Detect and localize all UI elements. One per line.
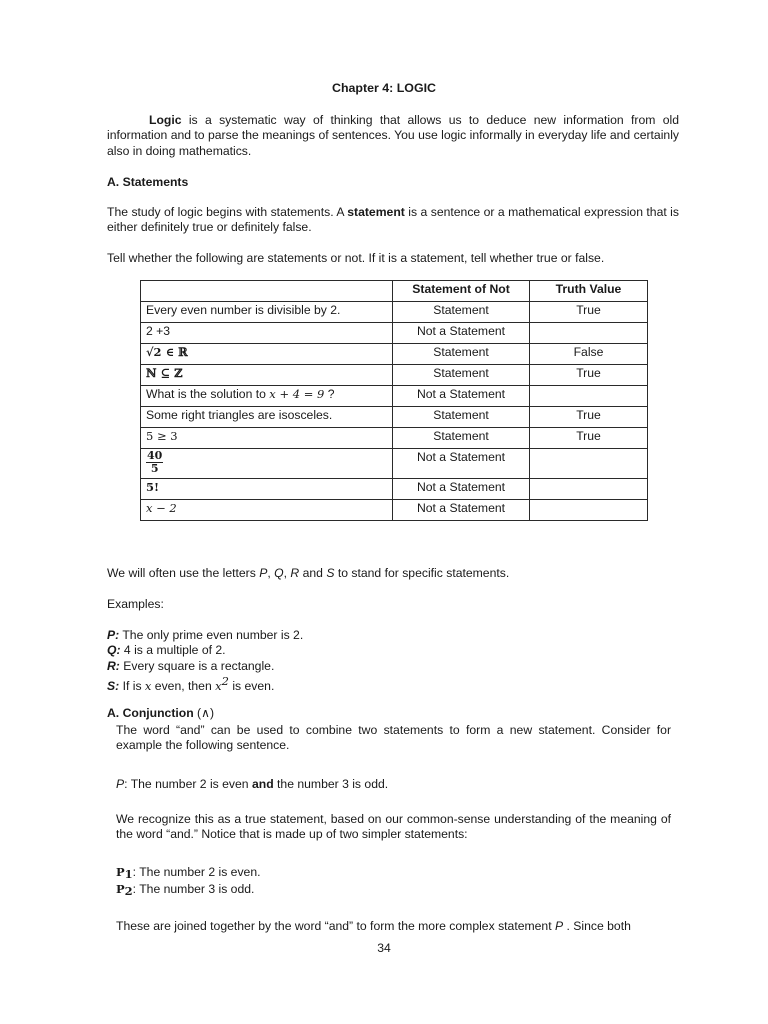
table-row: [141, 365, 648, 386]
row-kind: Statement: [393, 428, 530, 449]
example-label: P:: [107, 628, 120, 642]
example-item: [107, 628, 679, 643]
example-variable: x: [215, 679, 222, 694]
example-item: [107, 674, 679, 694]
conjunction-symbol: (∧): [193, 706, 215, 720]
definition-text-before: The study of logic begins with statements. A: [107, 205, 348, 219]
definition-text-after: is a sentence or a mathematical expression that is either definitely true or definitely false.: [107, 205, 679, 235]
row-item: ℕ ⊆ ℤ: [141, 365, 393, 386]
examples-list: [107, 628, 679, 695]
letters-paragraph: [107, 566, 679, 581]
component-text: : The number 3 is odd.: [132, 882, 255, 897]
chapter-title: Chapter 4: LOGIC: [332, 81, 436, 95]
row-kind: Not a Statement: [393, 323, 530, 344]
page-number: 34: [377, 941, 391, 955]
row-truth: True: [530, 365, 648, 386]
row-truth: False: [530, 344, 648, 365]
table-row: [141, 500, 648, 521]
example-label: R:: [107, 658, 120, 673]
row-truth: True: [530, 407, 648, 428]
table-row: [141, 428, 648, 449]
conjunction-example-text-end: the number 3 is odd.: [273, 777, 389, 791]
row-truth: [530, 449, 648, 479]
example-variable: x: [144, 679, 152, 694]
table-row: [141, 323, 648, 344]
row-item-text-end: ?: [324, 387, 335, 401]
intro-paragraph: [107, 113, 679, 159]
header-statement-of-not: Statement of Not: [393, 281, 530, 302]
letters-text-before: We will often use the letters: [107, 566, 260, 580]
definition-term: statement: [347, 205, 405, 219]
row-item: 5!: [141, 479, 393, 500]
row-kind: Not a Statement: [393, 479, 530, 500]
example-text: is even.: [228, 679, 275, 694]
conjunction-paragraph-1: The word “and” can be used to combine two statements to form a new statement. Consider for example the following sentence.: [116, 723, 671, 753]
example-item: [107, 643, 679, 658]
letter-r: R: [290, 566, 300, 580]
example-label: S:: [107, 679, 120, 694]
letters-and: and: [299, 566, 327, 580]
row-truth: [530, 386, 648, 407]
conjunction-paragraph-3: [116, 919, 671, 934]
example-text: 4 is a multiple of 2.: [120, 643, 226, 658]
letters-text-after: to stand for specific statements.: [334, 566, 510, 580]
row-truth: [530, 500, 648, 521]
fraction: [146, 450, 163, 475]
section-heading-conjunction: [107, 706, 679, 721]
table-row: [141, 302, 648, 323]
letter-p: P: [259, 566, 268, 580]
example-exponent: 2: [221, 674, 229, 689]
fraction-denominator: 5: [150, 462, 159, 475]
conjunction-p3-variable: P: [554, 919, 564, 933]
conjunction-example-and: and: [251, 777, 274, 791]
example-text: The only prime even number is 2.: [119, 628, 304, 642]
letters-sep: ,: [267, 566, 275, 580]
statements-table: [140, 280, 648, 521]
table-row: [141, 479, 648, 500]
example-label: Q:: [107, 643, 121, 658]
row-item: Some right triangles are isosceles.: [141, 407, 393, 428]
table-header-row: [141, 281, 648, 302]
intro-text: is a systematic way of thinking that allows us to deduce new information from old information and to parse the meanings of sentences. You use logic informally in everyday life and certainly also in doing mathematics.: [107, 113, 679, 158]
row-truth: [530, 479, 648, 500]
component-p1: [116, 865, 671, 882]
table-row: [141, 386, 648, 407]
conjunction-components: [116, 865, 671, 900]
row-kind: Statement: [393, 302, 530, 323]
conjunction-paragraph-2: We recognize this as a true statement, based on our common-sense understanding of the meaning of the word “and.” Notice that is made up of two simpler statements:: [116, 812, 671, 842]
section-heading-statements: A. Statements: [107, 175, 189, 189]
row-item: 2 +3: [141, 323, 393, 344]
row-truth: [530, 323, 648, 344]
component-text: : The number 2 is even.: [132, 865, 261, 879]
component-p2: [116, 882, 671, 899]
example-item: [107, 659, 679, 674]
row-kind: Not a Statement: [393, 500, 530, 521]
example-text: If is: [119, 679, 145, 694]
component-label: P: [116, 882, 125, 897]
row-kind: Not a Statement: [393, 386, 530, 407]
row-kind: Statement: [393, 407, 530, 428]
letter-q: Q: [274, 566, 284, 580]
letter-s: S: [326, 566, 335, 580]
conjunction-example: [116, 777, 671, 792]
row-item-text: What is the solution to: [146, 387, 270, 401]
conjunction-example-label: P: [116, 777, 125, 791]
row-truth: True: [530, 428, 648, 449]
row-item: [141, 386, 393, 407]
conjunction-p3-text-end: . Since both: [563, 919, 631, 933]
component-subscript: 2: [124, 884, 133, 899]
row-truth: True: [530, 302, 648, 323]
row-kind: Statement: [393, 365, 530, 386]
table-row: [141, 449, 648, 479]
header-truth-value: Truth Value: [530, 281, 648, 302]
conjunction-example-text: : The number 2 is even: [124, 777, 252, 791]
fraction-numerator: 40: [147, 449, 163, 462]
example-text: even, then: [151, 679, 216, 694]
examples-label: Examples:: [107, 597, 164, 611]
conjunction-heading: A. Conjunction: [107, 706, 194, 720]
example-text: Every square is a rectangle.: [119, 658, 275, 673]
conjunction-p3-text: These are joined together by the word “and” to form the more complex statement: [116, 919, 555, 933]
row-item-equation: x + 4 = 9: [269, 387, 325, 401]
row-item: 5 ≥ 3: [141, 428, 393, 449]
table-row: [141, 344, 648, 365]
component-label: P: [116, 865, 125, 879]
row-kind: Not a Statement: [393, 449, 530, 479]
table-instruction: Tell whether the following are statements or not. If it is a statement, tell whether true or false.: [107, 251, 605, 265]
letters-sep: ,: [283, 566, 291, 580]
table-row: [141, 407, 648, 428]
row-kind: Statement: [393, 344, 530, 365]
row-item: x − 2: [141, 500, 393, 521]
row-item: √2 ∈ ℝ: [141, 344, 393, 365]
row-item: Every even number is divisible by 2.: [141, 302, 393, 323]
component-subscript: 1: [124, 867, 133, 881]
statements-definition: [107, 205, 679, 236]
row-item: [141, 449, 393, 479]
intro-term: Logic: [149, 113, 182, 127]
header-item: [141, 281, 393, 302]
